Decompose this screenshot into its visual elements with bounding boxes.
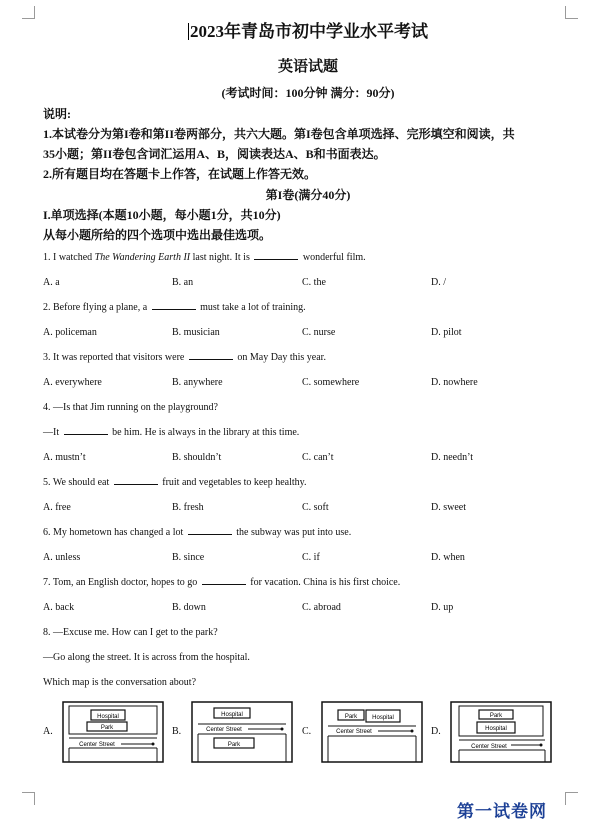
text-cursor xyxy=(188,23,189,40)
question-8-map-options xyxy=(43,700,573,770)
crop-mark-top-left xyxy=(22,6,35,19)
question-8-line-2: —Go along the street. It is across from the hospital. xyxy=(43,652,250,663)
question-1-options xyxy=(43,270,573,295)
instruction-line-1: 1.本试卷分为第I卷和第II卷两部分，共六大题。第I卷包含单项选择、完形填空和阅读，共 xyxy=(43,127,515,141)
option: C. nurse xyxy=(302,327,336,338)
question-3-options xyxy=(43,370,573,395)
map-option-c-label: C. xyxy=(302,726,312,737)
question-7-options xyxy=(43,595,573,620)
option: D. pilot xyxy=(431,327,462,338)
watermark-logo: 第一试卷网 xyxy=(457,802,547,822)
question-1-stem: 1. I watched The Wandering Earth II last night. It is wonderful film. xyxy=(43,252,366,263)
option: B. fresh xyxy=(172,502,204,513)
option: D. sweet xyxy=(431,502,466,513)
map-a-hospital-label: Hospital xyxy=(97,714,119,720)
part-instruction: 从每小题所给的四个选项中选出最佳选项。 xyxy=(43,228,272,242)
map-b xyxy=(190,700,294,764)
option: C. if xyxy=(302,552,320,563)
part-title: I.单项选择(本题10小题，每小题1分，共10分) xyxy=(43,208,281,222)
map-option-a-label: A. xyxy=(43,726,53,737)
question-8-line-1: 8. —Excuse me. How can I get to the park? xyxy=(43,627,218,638)
answer-blank xyxy=(114,476,158,485)
crop-mark-bottom-left xyxy=(22,792,35,805)
question-7-stem: 7. Tom, an English doctor, hopes to go for vacation. China is his first choice. xyxy=(43,577,401,588)
option: C. somewhere xyxy=(302,377,360,388)
option: C. soft xyxy=(302,502,329,513)
instruction-line-2: 35小题；第II卷包含词汇运用A、B，阅读表达A、B和书面表达。 xyxy=(43,147,386,161)
option: D. when xyxy=(431,552,465,563)
option: A. free xyxy=(43,502,71,513)
question-6-stem: 6. My hometown has changed a lot the subway was put into use. xyxy=(43,527,352,538)
option: B. down xyxy=(172,602,206,613)
exam-page xyxy=(43,18,573,695)
question-3-stem: 3. It was reported that visitors were on May Day this year. xyxy=(43,352,326,363)
question-6-options xyxy=(43,545,573,570)
section-heading: 第I卷(满分40分) xyxy=(265,188,351,202)
option: B. an xyxy=(172,277,194,288)
exam-info: (考试时间：100分钟 满分：90分) xyxy=(221,86,395,100)
option: A. a xyxy=(43,277,60,288)
option: A. mustn’t xyxy=(43,452,86,463)
map-d-hospital-label: Hospital xyxy=(485,726,507,732)
crop-mark-bottom-right xyxy=(565,792,578,805)
question-5-options xyxy=(43,495,573,520)
map-b-park-label: Park xyxy=(227,742,241,748)
map-d-street-label: Center Street xyxy=(471,744,507,750)
option: D. up xyxy=(431,602,454,613)
exam-title: 2023年青岛市初中学业水平考试 xyxy=(190,22,428,41)
question-4-line-1: 4. —Is that Jim running on the playground? xyxy=(43,402,218,413)
option: C. the xyxy=(302,277,326,288)
question-4-options xyxy=(43,445,573,470)
option: C. can’t xyxy=(302,452,334,463)
option: A. unless xyxy=(43,552,81,563)
question-2-stem: 2. Before flying a plane, a must take a lot of training. xyxy=(43,302,306,313)
exam-subtitle: 英语试题 xyxy=(277,59,338,75)
question-4-stem: —It be him. He is always in the library at this time. xyxy=(43,427,300,438)
map-d-park-label: Park xyxy=(489,713,503,719)
map-c-hospital-label: Hospital xyxy=(372,715,394,721)
option: D. needn’t xyxy=(431,452,474,463)
map-d xyxy=(449,700,553,764)
map-option-b-label: B. xyxy=(172,726,182,737)
question-2-options xyxy=(43,320,573,345)
map-c-park-label: Park xyxy=(344,714,358,720)
option: B. since xyxy=(172,552,205,563)
question-5-stem: 5. We should eat fruit and vegetables to keep healthy. xyxy=(43,477,307,488)
map-a-park-label: Park xyxy=(100,725,114,731)
map-a xyxy=(61,700,165,764)
instructions-label: 说明: xyxy=(43,107,71,121)
answer-blank xyxy=(189,351,233,360)
instruction-line-3: 2.所有题目均在答题卡上作答，在试题上作答无效。 xyxy=(43,167,317,181)
option: A. everywhere xyxy=(43,377,102,388)
option: D. nowhere xyxy=(431,377,478,388)
map-b-street-label: Center Street xyxy=(206,727,242,733)
answer-blank xyxy=(188,526,232,535)
answer-blank xyxy=(254,251,298,260)
map-option-d-label: D. xyxy=(431,726,441,737)
answer-blank xyxy=(202,576,246,585)
map-b-hospital-label: Hospital xyxy=(221,712,243,718)
question-8-line-3: Which map is the conversation about? xyxy=(43,677,197,688)
option: B. shouldn’t xyxy=(172,452,222,463)
option: B. anywhere xyxy=(172,377,223,388)
map-c xyxy=(320,700,424,764)
answer-blank xyxy=(152,301,196,310)
map-c-street-label: Center Street xyxy=(336,729,372,735)
option: C. abroad xyxy=(302,602,341,613)
map-a-street-label: Center Street xyxy=(79,742,115,748)
option: D. / xyxy=(431,277,446,288)
option: A. policeman xyxy=(43,327,97,338)
option: A. back xyxy=(43,602,75,613)
option: B. musician xyxy=(172,327,220,338)
answer-blank xyxy=(64,426,108,435)
